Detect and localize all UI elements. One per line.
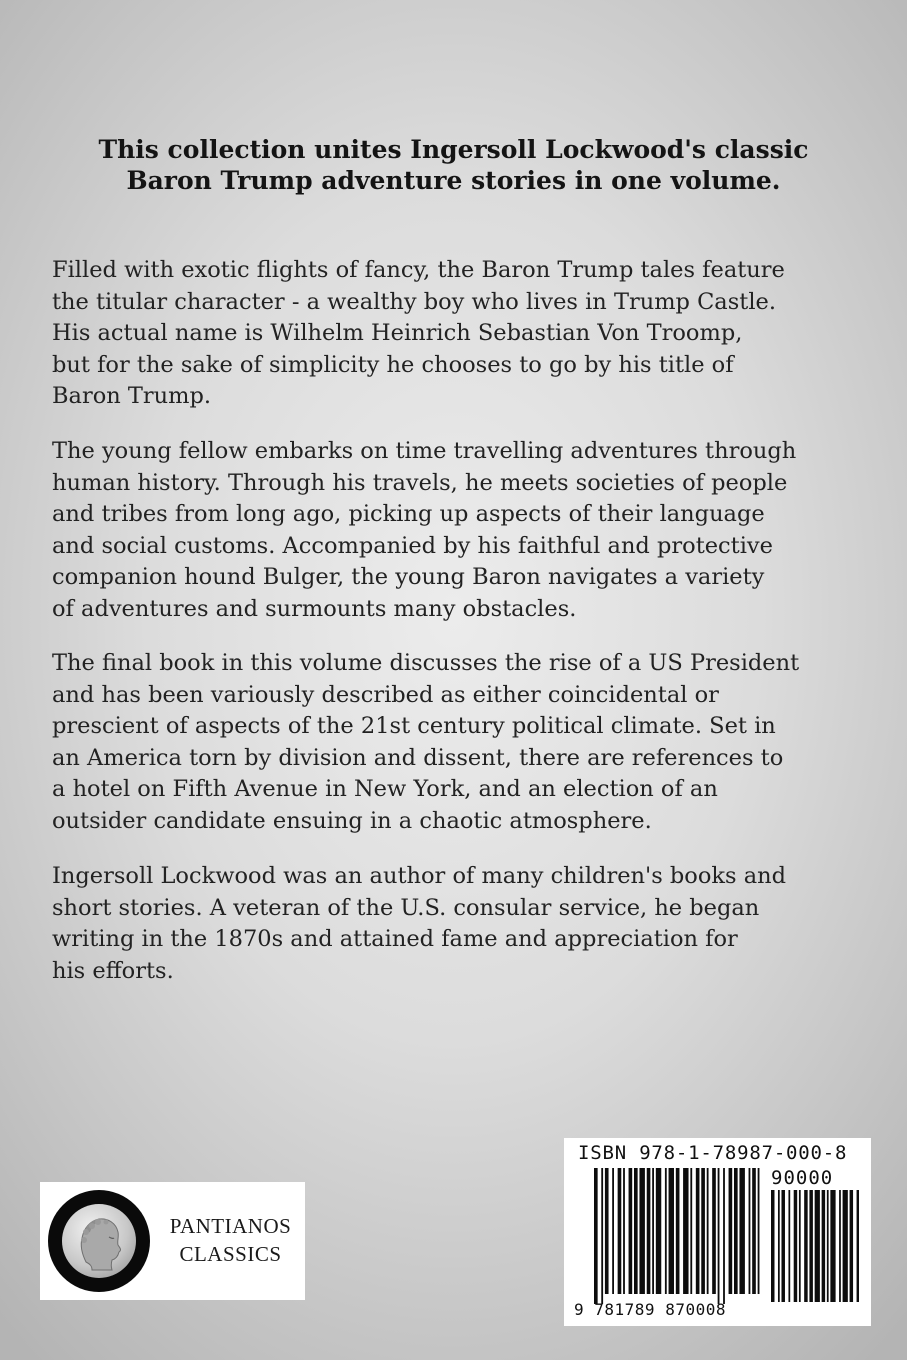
barcode-bar — [612, 1168, 614, 1294]
barcode-bar — [665, 1168, 667, 1294]
barcode-bar — [701, 1168, 705, 1294]
headline — [60, 134, 847, 196]
text-line: The final book in this volume discusses the rise of a US President — [52, 650, 800, 676]
classical-head-coin-icon — [62, 1204, 136, 1278]
barcode-bar — [815, 1190, 820, 1302]
text-line: but for the sake of simplicity he chooses to go by his title of — [52, 351, 734, 378]
barcode-bar — [830, 1190, 835, 1302]
barcode-bar — [723, 1168, 725, 1304]
barcode-bar — [788, 1190, 790, 1302]
text-line: an America torn by division and dissent, there are references to — [52, 744, 784, 771]
publisher-name-line: PANTIANOS — [169, 1214, 292, 1238]
description-paragraph-3 — [52, 648, 872, 837]
text-line: Baron Trump. — [52, 383, 212, 409]
barcode-bar — [690, 1168, 692, 1294]
barcode-bar — [707, 1168, 709, 1294]
barcode-bar — [799, 1190, 801, 1302]
publisher-name — [158, 1212, 303, 1268]
barcode-bar — [623, 1168, 625, 1294]
barcode-bar — [804, 1190, 807, 1302]
barcode-bar — [752, 1168, 756, 1294]
text-line: and has been variously described as either coincidental or — [52, 681, 719, 708]
barcode-bar — [781, 1190, 784, 1302]
barcode-bar — [809, 1190, 812, 1302]
barcode-bar — [696, 1168, 700, 1294]
text-line: companion hound Bulger, the young Baron navigates a variety — [52, 564, 765, 590]
author-bio-paragraph — [52, 861, 872, 987]
isbn-text: ISBN 978-1-78987-000-8 — [578, 1142, 848, 1164]
barcode-bar — [839, 1190, 841, 1302]
headline-line: Baron Trump adventure stories in one volume. — [126, 166, 781, 195]
text-line: human history. Through his travels, he meets societies of people — [52, 469, 788, 496]
text-line: The young fellow embarks on time travelling adventures through — [52, 438, 797, 464]
text-line: the titular character - a wealthy boy who lives in Trump Castle. — [52, 288, 776, 315]
barcode-bar — [822, 1190, 825, 1302]
barcode-bar — [683, 1168, 688, 1294]
text-line: his efforts. — [52, 957, 174, 984]
barcode-bars-icon — [594, 1168, 762, 1306]
barcode-addon-bars-icon — [771, 1190, 859, 1302]
text-line: and social customs. Accompanied by his faithful and protective — [52, 532, 773, 559]
barcode-bar — [652, 1168, 654, 1294]
text-line: outsider candidate ensuing in a chaotic atmosphere. — [52, 807, 652, 834]
barcode-bar — [601, 1168, 603, 1304]
text-line: of adventures and surmounts many obstacles. — [52, 595, 577, 622]
barcode-bar — [778, 1190, 780, 1302]
barcode-bar — [729, 1168, 733, 1294]
text-line: a hotel on Fifth Avenue in New York, and an election of an — [52, 776, 718, 802]
barcode-bar — [758, 1168, 760, 1294]
description-paragraph-2 — [52, 436, 872, 625]
barcode-bar — [734, 1168, 738, 1294]
barcode-bar — [771, 1190, 774, 1302]
barcode-bar — [794, 1190, 797, 1302]
barcode-bar — [647, 1168, 651, 1294]
ean-digits: 9 781789 870008 — [574, 1300, 726, 1319]
text-line: His actual name is Wilhelm Heinrich Sebastian Von Troomp, — [52, 320, 743, 346]
barcode-bar — [850, 1190, 853, 1302]
description-paragraph-1 — [52, 255, 872, 413]
text-line: short stories. A veteran of the U.S. consular service, he began — [52, 894, 760, 921]
barcode-bar — [676, 1168, 680, 1294]
barcode-bar — [827, 1190, 829, 1302]
isbn-barcode — [564, 1138, 871, 1326]
barcode-bar — [669, 1168, 674, 1294]
text-line: and tribes from long ago, picking up aspects of their language — [52, 501, 765, 527]
barcode-bar — [605, 1168, 609, 1294]
publisher-logo-ring — [48, 1190, 150, 1292]
text-line: prescient of aspects of the 21st century political climate. Set in — [52, 713, 776, 739]
text-line: Filled with exotic flights of fancy, the Baron Trump tales feature — [52, 257, 785, 283]
barcode-addon-code: 90000 — [771, 1167, 834, 1189]
barcode-bar — [618, 1168, 622, 1294]
text-line: writing in the 1870s and attained fame and appreciation for — [52, 926, 738, 952]
headline-line: This collection unites Ingersoll Lockwood's classic — [98, 135, 809, 164]
barcode-bar — [749, 1168, 751, 1294]
barcode-bar — [629, 1168, 633, 1294]
publisher-name-line: CLASSICS — [179, 1242, 282, 1266]
barcode-bar — [634, 1168, 638, 1294]
barcode-bar — [594, 1168, 598, 1304]
publisher-logo-box — [40, 1182, 305, 1300]
barcode-bar — [639, 1168, 644, 1294]
barcode-bar — [843, 1190, 848, 1302]
barcode-bar — [718, 1168, 720, 1304]
text-line: Ingersoll Lockwood was an author of many children's books and — [52, 863, 787, 889]
barcode-bar — [739, 1168, 744, 1294]
barcode-bar — [656, 1168, 661, 1294]
barcode-bar — [712, 1168, 716, 1294]
barcode-bar — [857, 1190, 859, 1302]
